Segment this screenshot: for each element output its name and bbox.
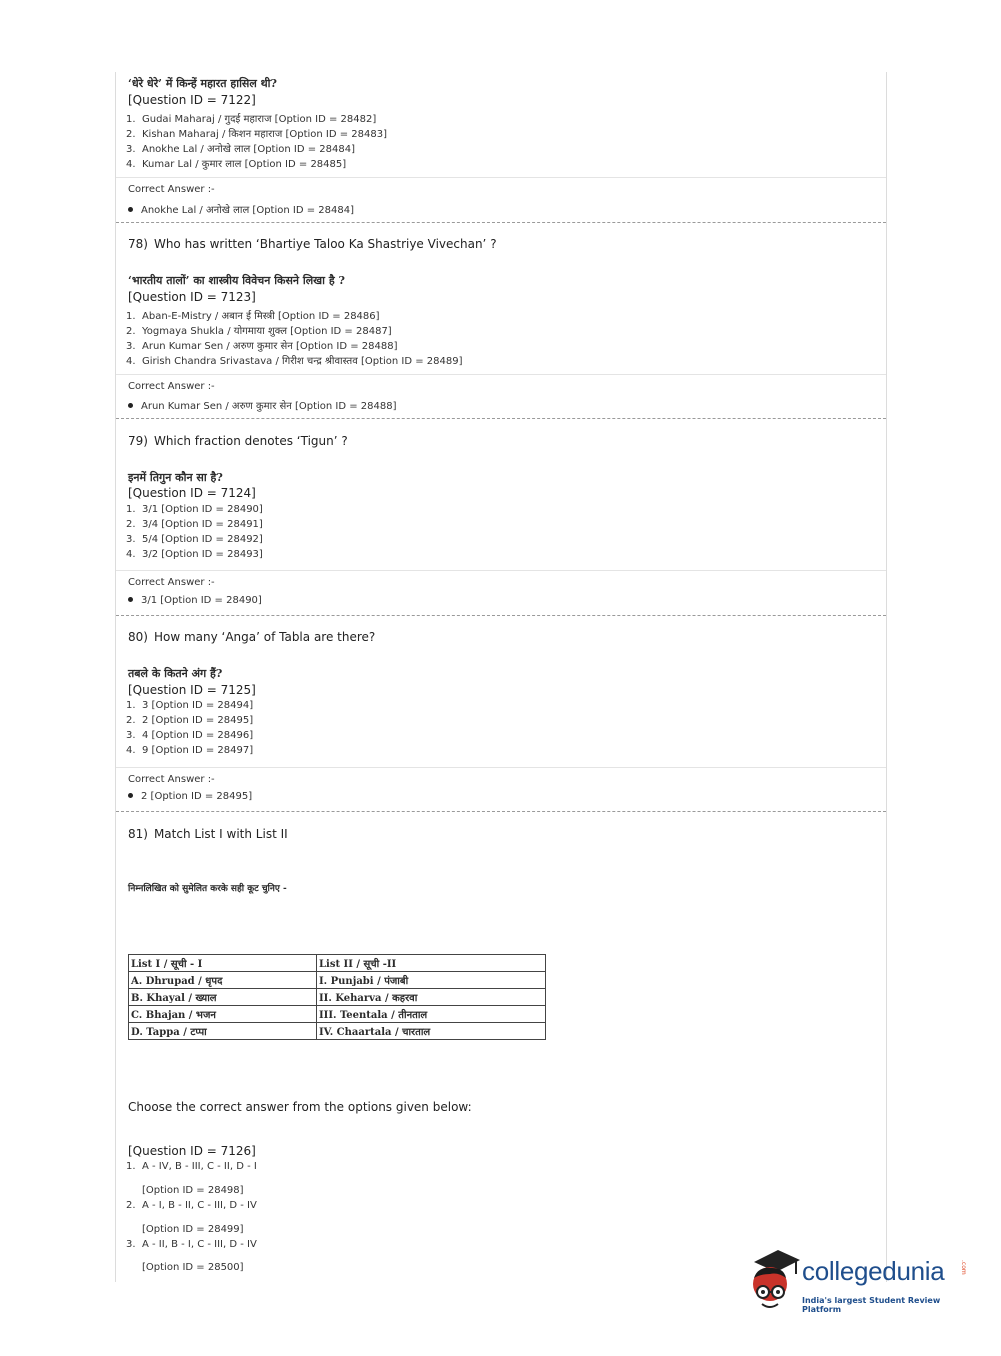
table-cell: A. Dhrupad / धृपद (129, 972, 317, 989)
option-number: 4. (126, 549, 136, 560)
option-number: 1. (126, 311, 136, 322)
option-item (126, 111, 376, 125)
correct-answer-text: Anokhe Lal / अनोखे लाल [Option ID = 28484] (141, 205, 354, 216)
question-hindi-text: ‘भारतीय तालों’ का शास्त्रीय विवेचन किसने लिखा है ? (128, 274, 345, 287)
question-id: [Question ID = 7123] (128, 290, 256, 304)
divider (116, 374, 886, 375)
question-hindi-text: तबले के कितने अंग हैं? (128, 667, 223, 680)
option-text: 5/4 [Option ID = 28492] (142, 534, 263, 545)
question-id: [Question ID = 7124] (128, 486, 256, 500)
question-number: 80) (128, 630, 148, 644)
option-number: 4. (126, 159, 136, 170)
logo-tagline: India's largest Student Review Platform (802, 1296, 941, 1314)
option-number: 1. (126, 1161, 136, 1172)
question-separator (116, 615, 886, 616)
divider (116, 570, 886, 571)
option-text: 3/4 [Option ID = 28491] (142, 519, 263, 530)
instruction-text: Choose the correct answer from the options given below: (128, 1100, 472, 1114)
correct-answer-text: 2 [Option ID = 28495] (141, 791, 253, 802)
question-id: [Question ID = 7126] (128, 1144, 256, 1158)
option-item (126, 534, 263, 545)
correct-answer (128, 791, 252, 802)
option-text: A - I, B - II, C - III, D - IV (142, 1200, 257, 1211)
option-number: 3. (126, 341, 136, 352)
table-header-row (129, 955, 546, 972)
option-number: 3. (126, 1239, 136, 1250)
bullet-icon (128, 793, 133, 798)
option-item (126, 126, 387, 140)
table-row (129, 972, 546, 989)
mascot-icon (744, 1248, 802, 1314)
option-number: 1. (126, 700, 136, 711)
question-separator (116, 418, 886, 419)
option-number: 3. (126, 534, 136, 545)
bullet-icon (128, 597, 133, 602)
question-text: Which fraction denotes ‘Tigun’ ? (153, 434, 348, 448)
logo-wordmark: collegedunia (802, 1256, 945, 1286)
option-item (126, 504, 263, 515)
question-number: 78) (128, 237, 148, 251)
option-item (126, 745, 253, 756)
option-item (126, 1161, 257, 1172)
logo-domain: .com (960, 1260, 967, 1275)
bullet-icon (128, 207, 133, 212)
table-cell: B. Khayal / ख्याल (129, 989, 317, 1006)
divider (116, 177, 886, 178)
option-text: A - IV, B - III, C - II, D - I (142, 1161, 257, 1172)
option-number: 3. (126, 730, 136, 741)
question-hindi-text: इनमें तिगुन कौन सा है? (128, 471, 223, 484)
correct-answer-label: Correct Answer :- (128, 381, 215, 392)
question-paper-page (115, 72, 887, 1282)
match-table (128, 954, 546, 1040)
question-text: Who has written ‘Bhartiye Taloo Ka Shastriye Vivechan’ ? (153, 237, 497, 251)
collegedunia-logo (744, 1248, 969, 1318)
option-id: [Option ID = 28500] (142, 1262, 244, 1273)
option-item (126, 700, 253, 711)
option-id: [Option ID = 28499] (142, 1224, 244, 1235)
option-text: 3/1 [Option ID = 28490] (142, 504, 263, 515)
question-title (128, 630, 375, 644)
option-item (126, 1200, 257, 1211)
option-text: 3 [Option ID = 28494] (142, 700, 254, 711)
option-text: Yogmaya Shukla / योगमाया शुक्ल [Option ID = 28487] (142, 326, 392, 337)
question-id: [Question ID = 7122] (128, 93, 256, 107)
option-text: 4 [Option ID = 28496] (142, 730, 254, 741)
option-number: 2. (126, 129, 136, 140)
option-item (126, 730, 253, 741)
table-cell: II. Keharva / कहरवा (317, 989, 546, 1006)
question-text: How many ‘Anga’ of Tabla are there? (153, 630, 376, 644)
option-text: 9 [Option ID = 28497] (142, 745, 254, 756)
option-text: Arun Kumar Sen / अरुण कुमार सेन [Option ID = 28488] (142, 341, 398, 352)
option-number: 1. (126, 114, 136, 125)
correct-answer-label: Correct Answer :- (128, 774, 215, 785)
question-title (128, 237, 497, 251)
option-number: 2. (126, 519, 136, 530)
option-text: Kishan Maharaj / किशन महाराज [Option ID = 28483] (142, 129, 388, 140)
table-cell: I. Punjabi / पंजाबी (317, 972, 546, 989)
option-item (126, 141, 355, 155)
correct-answer (128, 595, 262, 606)
question-title (128, 434, 348, 448)
option-text: A - II, B - I, C - III, D - IV (142, 1239, 257, 1250)
question-hindi-text: ‘धेरे धेरे’ में किन्हें महारत हासिल थी? (128, 77, 277, 90)
option-item (126, 715, 253, 726)
correct-answer-text: 3/1 [Option ID = 28490] (141, 595, 262, 606)
option-item (126, 156, 346, 170)
question-title (128, 827, 288, 841)
option-number: 2. (126, 326, 136, 337)
option-text: 3/2 [Option ID = 28493] (142, 549, 263, 560)
option-text: Gudai Maharaj / गुदई महाराज [Option ID = 28482] (142, 114, 377, 125)
question-id: [Question ID = 7125] (128, 683, 256, 697)
option-text: Aban-E-Mistry / अबान ई मिस्त्री [Option ID = 28486] (142, 311, 380, 322)
option-item (126, 353, 463, 367)
question-number: 79) (128, 434, 148, 448)
correct-answer (128, 398, 397, 412)
question-text: Match List I with List II (153, 827, 288, 841)
option-item (126, 338, 398, 352)
bullet-icon (128, 403, 133, 408)
table-row (129, 1023, 546, 1040)
correct-answer-text: Arun Kumar Sen / अरुण कुमार सेन [Option ID = 28488] (141, 401, 397, 412)
table-cell: List I / सूची - I (129, 955, 317, 972)
table-cell: IV. Chaartala / चारताल (317, 1023, 546, 1040)
option-item (126, 1239, 257, 1250)
option-text: Anokhe Lal / अनोखे लाल [Option ID = 28484] (142, 144, 355, 155)
table-cell: List II / सूची -II (317, 955, 546, 972)
question-separator (116, 222, 886, 223)
option-number: 3. (126, 144, 136, 155)
question-number: 81) (128, 827, 148, 841)
option-number: 1. (126, 504, 136, 515)
table-row (129, 1006, 546, 1023)
table-row (129, 989, 546, 1006)
correct-answer-label: Correct Answer :- (128, 184, 215, 195)
table-cell: C. Bhajan / भजन (129, 1006, 317, 1023)
correct-answer-label: Correct Answer :- (128, 577, 215, 588)
option-item (126, 323, 392, 337)
option-id: [Option ID = 28498] (142, 1185, 244, 1196)
option-number: 4. (126, 356, 136, 367)
option-item (126, 519, 263, 530)
option-text: Girish Chandra Srivastava / गिरीश चन्द्र श्रीवास्तव [Option ID = 28489] (142, 356, 463, 367)
option-item (126, 308, 380, 322)
correct-answer (128, 202, 354, 216)
option-number: 2. (126, 1200, 136, 1211)
table-cell: III. Teentala / तीनताल (317, 1006, 546, 1023)
table-cell: D. Tappa / टप्पा (129, 1023, 317, 1040)
option-number: 4. (126, 745, 136, 756)
option-item (126, 549, 263, 560)
divider (116, 767, 886, 768)
option-text: 2 [Option ID = 28495] (142, 715, 254, 726)
question-separator (116, 811, 886, 812)
option-number: 2. (126, 715, 136, 726)
question-hindi-text: निम्नलिखित को सुमेलित करके सही कूट चुनिए - (128, 884, 287, 894)
option-text: Kumar Lal / कुमार लाल [Option ID = 28485] (142, 159, 347, 170)
